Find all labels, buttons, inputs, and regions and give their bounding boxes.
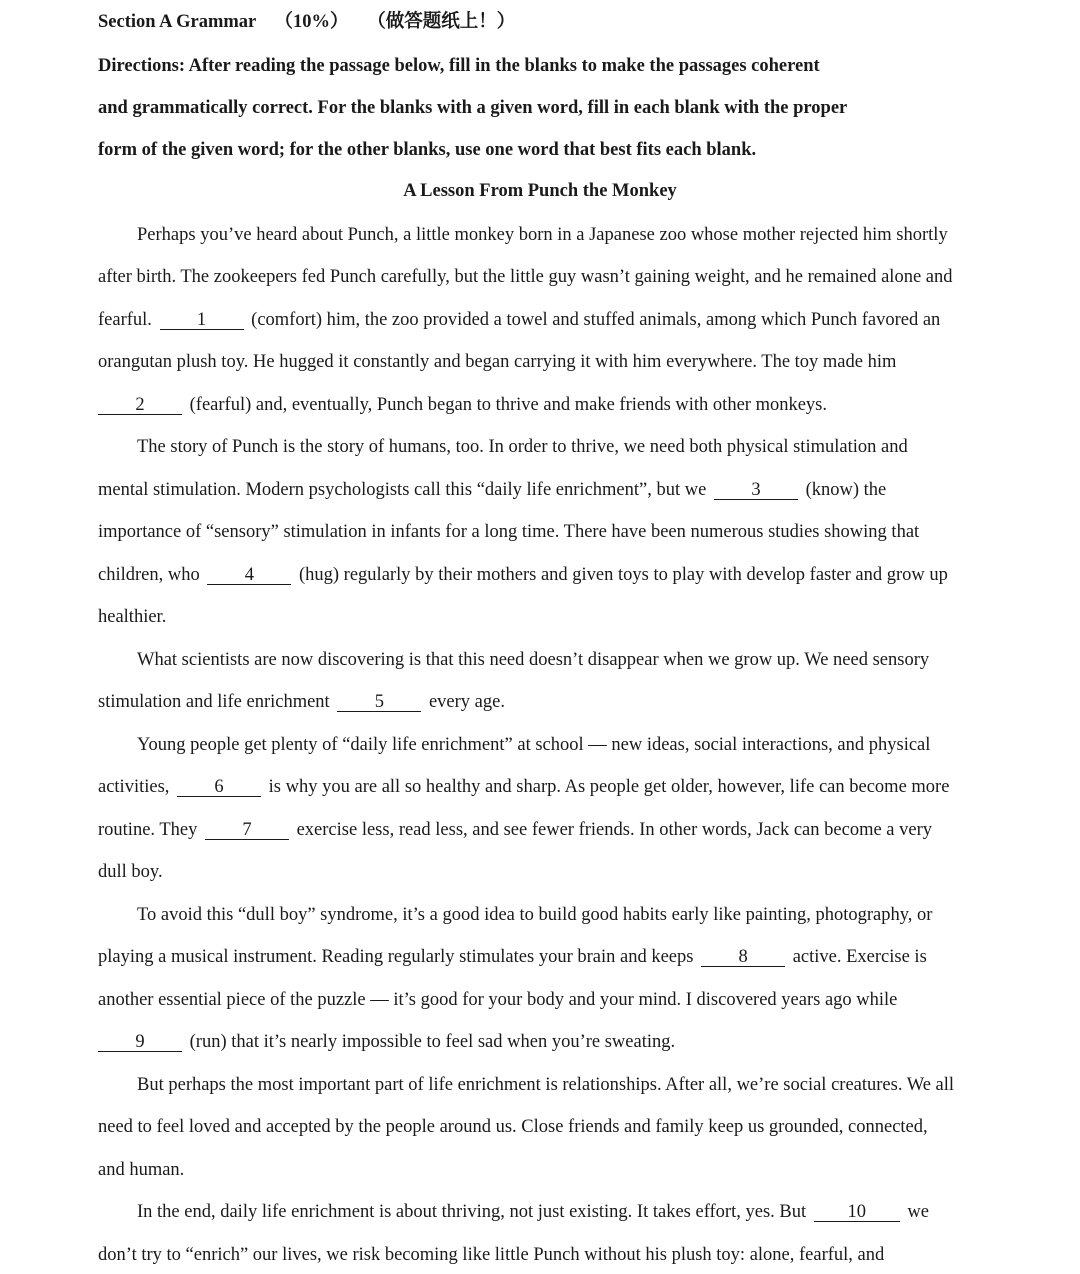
passage-line: 9 (run) that it’s nearly impossible to feel sad when you’re sweating. <box>98 1031 675 1053</box>
passage-line: 2 (fearful) and, eventually, Punch began to thrive and make friends with other monkeys. <box>98 394 827 416</box>
passage-line: In the end, daily life enrichment is about thriving, not just existing. It takes effort, yes. But 10 we <box>137 1202 929 1222</box>
blank-3[interactable]: 3 <box>714 481 798 500</box>
blank-9[interactable]: 9 <box>98 1033 182 1052</box>
section-heading: Section A Grammar <box>98 12 256 32</box>
section-header <box>98 11 515 33</box>
blank-2[interactable]: 2 <box>98 396 182 415</box>
passage-line: orangutan plush toy. He hugged it constantly and began carrying it with him everywhere. The toy made him <box>98 352 897 372</box>
passage-line: routine. They 7 exercise less, read less, and see fewer friends. In other words, Jack can become a very <box>98 820 932 840</box>
blank-4[interactable]: 4 <box>207 566 291 585</box>
passage-line: What scientists are now discovering is that this need doesn’t disappear when we grow up. We need sensory <box>137 650 930 670</box>
section-note: （做答题纸上！） <box>367 12 516 32</box>
directions-line-2: and grammatically correct. For the blanks with a given word, fill in each blank with the proper <box>98 98 848 118</box>
blank-1[interactable]: 1 <box>160 311 244 330</box>
passage-line: children, who 4 (hug) regularly by their mothers and given toys to play with develop faster and grow up <box>98 565 948 585</box>
blank-7[interactable]: 7 <box>205 821 289 840</box>
passage-line: Young people get plenty of “daily life enrichment” at school — new ideas, social interactions, and physical <box>137 735 931 755</box>
blank-8[interactable]: 8 <box>701 948 785 967</box>
passage-line: and human. <box>98 1160 185 1180</box>
passage-line: dull boy. <box>98 862 163 882</box>
passage-line: playing a musical instrument. Reading regularly stimulates your brain and keeps 8 active. Exercise is <box>98 947 927 967</box>
section-score: （10%） <box>274 12 349 32</box>
passage-title: A Lesson From Punch the Monkey <box>403 181 677 201</box>
passage-line: after birth. The zookeepers fed Punch carefully, but the little guy wasn’t gaining weight, and he remained alone and <box>98 267 953 287</box>
passage-line: don’t try to “enrich” our lives, we risk becoming like little Punch without his plush toy: alone, fearful, and <box>98 1245 885 1265</box>
directions-line-1: Directions: After reading the passage below, fill in the blanks to make the passages coherent <box>98 56 820 76</box>
passage-line: importance of “sensory” stimulation in infants for a long time. There have been numerous studies showing that <box>98 522 920 542</box>
passage-line: healthier. <box>98 607 167 627</box>
passage-line: activities, 6 is why you are all so healthy and sharp. As people get older, however, life can become more <box>98 777 950 797</box>
passage-line: fearful. 1 (comfort) him, the zoo provided a towel and stuffed animals, among which Punch favored an <box>98 310 941 330</box>
passage-line: mental stimulation. Modern psychologists call this “daily life enrichment”, but we 3 (know) the <box>98 480 887 500</box>
blank-10[interactable]: 10 <box>814 1203 900 1222</box>
blank-5[interactable]: 5 <box>337 693 421 712</box>
passage-line: To avoid this “dull boy” syndrome, it’s a good idea to build good habits early like painting, photography, or <box>137 905 933 925</box>
directions-line-3: form of the given word; for the other blanks, use one word that best fits each blank. <box>98 140 757 160</box>
passage-line: Perhaps you’ve heard about Punch, a little monkey born in a Japanese zoo whose mother rejected him shortly <box>137 225 948 245</box>
passage-line: need to feel loved and accepted by the people around us. Close friends and family keep us grounded, connected, <box>98 1117 928 1137</box>
passage-line: stimulation and life enrichment 5 every age. <box>98 692 505 712</box>
passage-line: But perhaps the most important part of life enrichment is relationships. After all, we’re social creatures. We all <box>137 1075 955 1095</box>
blank-6[interactable]: 6 <box>177 778 261 797</box>
passage-line: another essential piece of the puzzle — it’s good for your body and your mind. I discovered years ago while <box>98 990 898 1010</box>
passage-line: The story of Punch is the story of humans, too. In order to thrive, we need both physical stimulation and <box>137 437 908 457</box>
